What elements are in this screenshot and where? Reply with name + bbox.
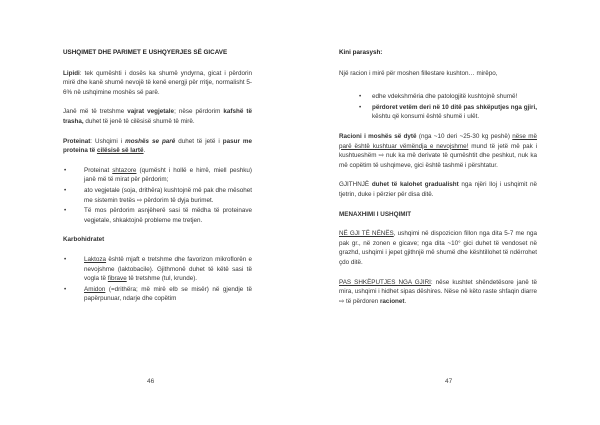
paragraph-lipidi [63, 69, 252, 98]
bullet-icon: • [359, 93, 362, 101]
text-underline: NË GJI TË NËNËS [339, 230, 394, 238]
text-bold: racionet [379, 297, 405, 305]
text: duhet të jetë i [175, 137, 223, 145]
list-item [359, 92, 537, 102]
text: (nga ~10 deri ~25-30 kg peshë) [416, 132, 513, 140]
section-heading: USHQIMET DHE PARIMET E USHQYERJES SË GICAVE [63, 49, 228, 56]
left-page-text [63, 48, 252, 314]
page-number: 47 [445, 378, 453, 385]
term: Lipidi [63, 69, 80, 77]
paragraph-racioni [339, 132, 537, 170]
text-underline: shtazore [112, 166, 137, 174]
text: . [404, 297, 407, 305]
paragraph-gjithnje [339, 180, 537, 199]
bullet-icon: • [64, 186, 67, 194]
bullet-icon: • [359, 103, 362, 111]
page-number: 46 [147, 378, 155, 385]
paragraph-gji [339, 229, 537, 267]
text-bold: pasur me proteina të [63, 137, 253, 155]
text-underline: Laktoza [84, 255, 107, 263]
text-bold: kafshë të trasha, [63, 108, 252, 125]
text: : Ushqimi i [90, 137, 126, 145]
text: Janë më të tretshme [63, 108, 128, 116]
text-bold-underline: cilësisë së lartë [96, 147, 144, 155]
bullet-icon: • [64, 285, 67, 293]
bullet-icon: • [64, 255, 67, 263]
text: duhet të jenë të cilësisë shumë të mirë. [83, 117, 195, 125]
bullet-icon: • [64, 166, 67, 174]
paragraph-intro: Një racion i mirë për moshen fillestare kushton… mirëpo, [339, 69, 498, 77]
term: Proteinat [63, 137, 91, 145]
protein-list [63, 166, 252, 226]
text: është mjaft e tretshme dhe favorizon mikroflorën e nevojshme (laktobacile). Gjithmonë duhet të këtë sasi të vogla të [84, 255, 252, 283]
list-item: • Proteinat shtazore (qumësht i hollë e hirrë, miell peshku) janë më të mirat për përdorim; [64, 166, 252, 184]
right-page-text [339, 48, 537, 316]
section-heading: Kini parasysh: [339, 49, 383, 56]
text: edhe vdekshmëria dhe patologjitë kushtojnë shumë! [372, 93, 518, 101]
text: , ushqimi në dispozicion fillon nga dita 5-7 me nga pak gr., në zonen e gicave; nga dita ~10° gici duhet të vendoset në grazhd, ushqimi i jepet gjithnjë më shumë dhe kështillohet të ndërrohet çdo ditë. [339, 230, 537, 266]
list-item [63, 285, 252, 304]
subheading-menaxhimi: MENAXHIMI I USHQIMIT [339, 210, 412, 218]
text-underline: Amidon [84, 285, 106, 293]
text-bold-italic: moshës se parë [125, 137, 176, 145]
text-underline: nëse më parë është kushtuar vëmëndja e nevojshme! [339, 132, 538, 150]
paragraph-proteinat [63, 137, 252, 156]
text: ato vegjetale (soja, drithëra) kushtojnë më pak dhe mësohet me sistemin tretës ⇨ përdorim të dyja burimet. [84, 186, 252, 204]
text: nga njëri lloj i ushqimit në tjetrin, duke i përzier për disa ditë. [339, 181, 537, 198]
list-item [63, 186, 252, 205]
bullet-icon: • [64, 207, 67, 215]
text-bold: duhet të kalohet gradualisht [371, 181, 459, 189]
text: (=drithëra; më mirë elb se misër) në gjendje të papërpunuar, ndarje dhe copëtim [84, 285, 252, 303]
text: Të mos përdorim asnjëherë sasi të mëdha të proteinave vegjetale, shkaktojnë probleme me tretjen. [84, 207, 252, 224]
text: ; nëse përdorim [174, 108, 224, 116]
text-bold: përdoret vetëm deri në 10 ditë pas shkëputjes nga gjiri, [372, 103, 537, 111]
text-bold: Racioni i moshës së dytë [339, 132, 417, 140]
text: . [143, 147, 146, 155]
text: kështu që konsumi është shumë i ulët. [372, 113, 480, 121]
list-item [63, 255, 252, 284]
text: : nëse kushtet shëndetësore janë të mira, ushqimi i hidhet sipas dëshires. Nëse në këto raste shfaqin diarre ⇨ të përdoren [339, 278, 537, 305]
subheading-karbohidratet: Karbohidratet [63, 236, 105, 244]
paragraph-shkeputje [339, 278, 537, 307]
text: : tek qumështi i dosës ka shumë yndyrna, gicat i përdorin mirë dhe kanë shumë nevojë të kenë energji për rritje, normalisht 5-6% në ushqimine moshës së parë. [63, 69, 252, 96]
text: mund të jetë më pak i kushtueshëm ⇨ nuk ka më derivate të qumështit dhe peshkut, nuk ka më copëtim të ushqimeve, gici është tashmë i përshtatur. [339, 142, 538, 169]
text: GJITHNJË [339, 181, 372, 189]
text: të tretshme (tul, krunde). [126, 275, 198, 283]
text-underline: fibrave [107, 275, 127, 283]
carbohydrate-list [63, 255, 252, 304]
list-item [359, 103, 537, 122]
right-page [300, 0, 600, 425]
text-bold: vajrat vegjetale [127, 108, 175, 116]
text: (qumësht i hollë e hirrë, miell peshku) janë më të mirat për përdorim; [84, 166, 252, 184]
cost-list [339, 92, 537, 122]
text-underline: PAS SHKËPUTJES NGA GJIRI [339, 278, 431, 286]
list-item [63, 206, 252, 225]
paragraph-vajrat [63, 107, 252, 126]
